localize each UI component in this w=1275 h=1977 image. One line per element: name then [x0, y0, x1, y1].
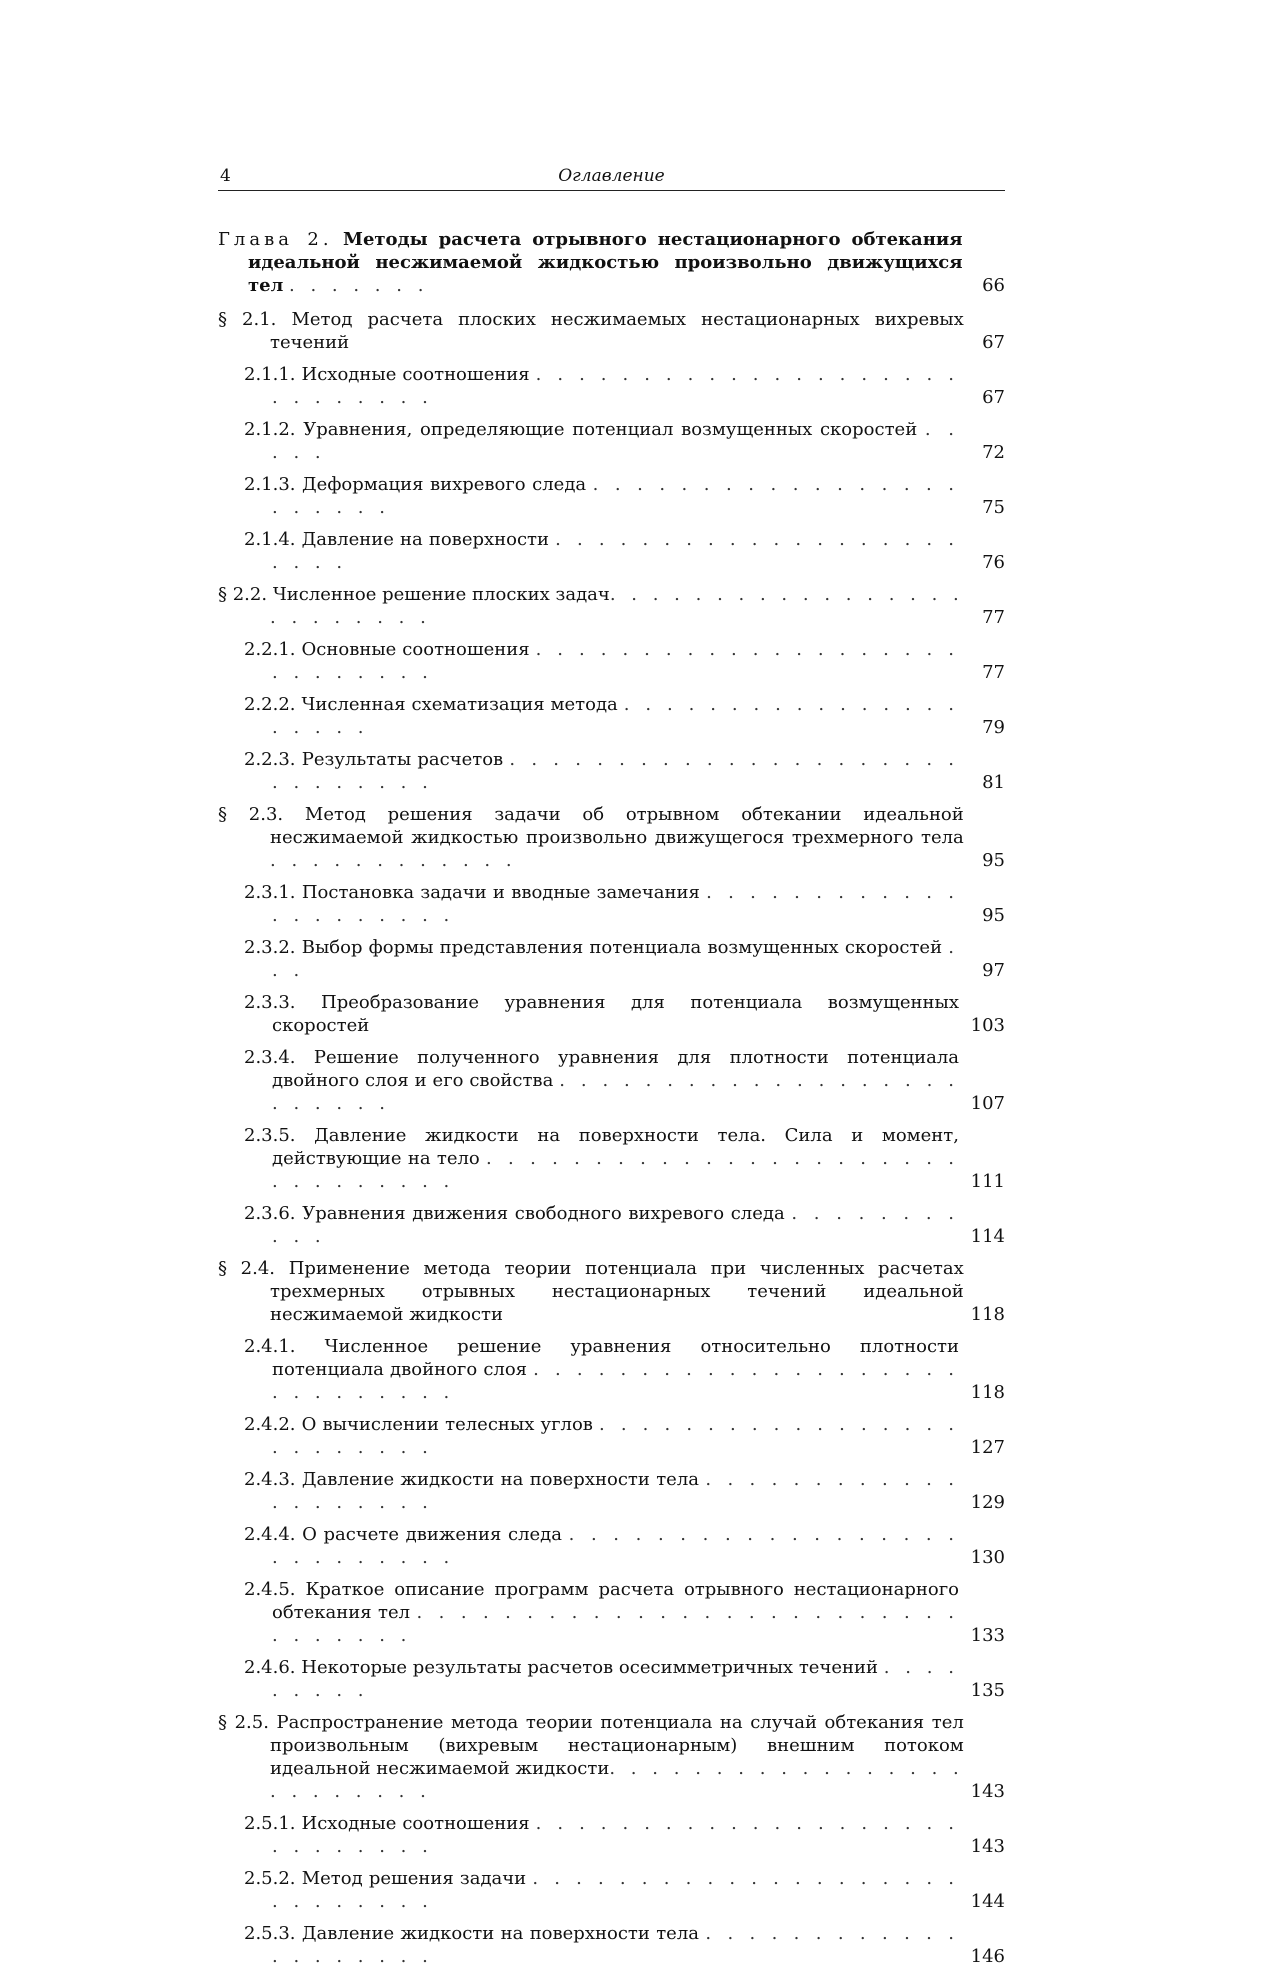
toc-page-number: 66: [982, 275, 1005, 296]
running-title: Оглавление: [558, 166, 665, 186]
toc-subsection[interactable]: 2.5.2. Метод решения задачи . . . . . . . . . . . . . . . . . . . . . . . . . . . . 144: [244, 1868, 1005, 1912]
toc-title: Деформация вихревого следа: [302, 474, 587, 495]
toc-number: 2.1.3.: [244, 474, 296, 495]
toc-title: Давление на поверхности: [301, 529, 550, 550]
page-header: [218, 160, 1005, 191]
toc-title: Преобразование уравнения для потенциала возмущенных скоростей: [272, 992, 959, 1036]
toc-subsection[interactable]: 2.3.6. Уравнения движения свободного вихревого следа . . . . . . . . . . . 114: [244, 1203, 1005, 1247]
toc-title: Распространение метода теории потенциала на случай обтекания тел произвольным (вихревым нестационарным) внешним потоком идеальной несжимаемой жидкости: [270, 1712, 964, 1779]
toc-number: 2.3.1.: [244, 882, 296, 903]
toc-number: § 2.1.: [218, 309, 277, 330]
toc-subsection[interactable]: 2.3.5. Давление жидкости на поверхности тела. Сила и момент, действующие на тело . . . . . . . . . . . . . . . . . . . . . . . . . . . . . . . 111: [244, 1125, 1005, 1192]
toc-section[interactable]: § 2.2. Численное решение плоских задач. . . . . . . . . . . . . . . . . . . . . . . . . 77: [218, 584, 1005, 628]
toc-page-number: 75: [982, 497, 1005, 518]
toc-subsection[interactable]: 2.4.4. О расчете движения следа . . . . . . . . . . . . . . . . . . . . . . . . . . . 130: [244, 1524, 1005, 1568]
toc-number: 2.2.2.: [244, 694, 296, 715]
toc-number: 2.3.5.: [244, 1125, 296, 1146]
toc-page-number: 127: [970, 1437, 1005, 1458]
page-number: 4: [220, 166, 231, 186]
toc-subsection[interactable]: 2.4.3. Давление жидкости на поверхности тела . . . . . . . . . . . . . . . . . . . . 129: [244, 1469, 1005, 1513]
toc-number: 2.5.2.: [244, 1868, 296, 1889]
toc-page-number: 130: [970, 1547, 1005, 1568]
toc-title: О вычислении телесных углов: [301, 1414, 593, 1435]
toc-page-number: 97: [982, 960, 1005, 981]
toc-section[interactable]: § 2.5. Распространение метода теории потенциала на случай обтекания тел произвольным (вихревым нестационарным) внешним потоком идеальной несжимаемой жидкости. . . . . . . . . . . . . . . . . . . . . . . . . 143: [218, 1712, 1005, 1802]
toc-subsection[interactable]: 2.3.1. Постановка задачи и вводные замечания . . . . . . . . . . . . . . . . . . . . . 95: [244, 882, 1005, 926]
toc-page-number: 143: [970, 1836, 1005, 1857]
toc-subsection[interactable]: 2.2.1. Основные соотношения . . . . . . . . . . . . . . . . . . . . . . . . . . . . 77: [244, 639, 1005, 683]
toc-number: 2.4.5.: [244, 1579, 296, 1600]
toc-page-number: 144: [970, 1891, 1005, 1912]
toc-subsection[interactable]: 2.4.6. Некоторые результаты расчетов осесимметричных течений . . . . . . . . . 135: [244, 1657, 1005, 1701]
toc-page-number: 77: [982, 607, 1005, 628]
toc-number: 2.4.1.: [244, 1336, 296, 1357]
toc-title: Результаты расчетов: [301, 749, 504, 770]
toc-subsection[interactable]: 2.5.1. Исходные соотношения . . . . . . . . . . . . . . . . . . . . . . . . . . . . 143: [244, 1813, 1005, 1857]
toc-title: Метод расчета плоских несжимаемых нестационарных вихревых течений: [270, 309, 964, 353]
toc-subsection[interactable]: 2.2.3. Результаты расчетов . . . . . . . . . . . . . . . . . . . . . . . . . . . . . 81: [244, 749, 1005, 793]
toc-page-number: 118: [970, 1304, 1005, 1325]
toc-page-number: 129: [970, 1492, 1005, 1513]
toc-section[interactable]: § 2.3. Метод решения задачи об отрывном обтекании идеальной несжимаемой жидкостью произвольно движущегося трехмерного тела . . . . . . . . . . . . 95: [218, 804, 1005, 871]
toc-number: 2.4.3.: [244, 1469, 296, 1490]
toc-title: Численное решение плоских задач: [272, 584, 610, 605]
toc-title: Численное решение уравнения относительно плотности потенциала двойного слоя: [272, 1336, 959, 1380]
toc-number: 2.4.2.: [244, 1414, 296, 1435]
toc-page-number: 72: [982, 442, 1005, 463]
toc-subsection[interactable]: 2.4.2. О вычислении телесных углов . . . . . . . . . . . . . . . . . . . . . . . . . 127: [244, 1414, 1005, 1458]
toc-title: Исходные соотношения: [301, 1813, 530, 1834]
toc-title: Решение полученного уравнения для плотности потенциала двойного слоя и его свойства: [272, 1047, 959, 1091]
toc-number: 2.5.1.: [244, 1813, 296, 1834]
chapter-label: Глава 2.: [218, 229, 333, 250]
toc-subsection[interactable]: 2.1.1. Исходные соотношения . . . . . . . . . . . . . . . . . . . . . . . . . . . . 67: [244, 364, 1005, 408]
toc-title: Численная схематизация метода: [301, 694, 618, 715]
toc-title: Некоторые результаты расчетов осесимметричных течений: [301, 1657, 879, 1678]
toc-page-number: 107: [970, 1093, 1005, 1114]
toc-page-number: 79: [982, 717, 1005, 738]
toc-title: Давление жидкости на поверхности тела: [301, 1469, 699, 1490]
toc-title: Давление жидкости на поверхности тела. Сила и момент, действующие на тело: [272, 1125, 959, 1169]
toc-title: Выбор формы представления потенциала возмущенных скоростей: [301, 937, 943, 958]
table-of-contents: [218, 228, 1005, 1977]
toc-section[interactable]: [218, 308, 1005, 354]
toc-number: 2.4.4.: [244, 1524, 296, 1545]
toc-page-number: 67: [982, 387, 1005, 408]
toc-number: § 2.3.: [218, 804, 284, 825]
toc-page-number: 67: [982, 332, 1005, 353]
toc-title: Метод решения задачи: [301, 1868, 527, 1889]
toc-subsection[interactable]: 2.1.2. Уравнения, определяющие потенциал возмущенных скоростей . . . . . 72: [244, 419, 1005, 463]
toc-number: 2.3.4.: [244, 1047, 296, 1068]
toc-number: 2.3.6.: [244, 1203, 296, 1224]
toc-number: 2.3.2.: [244, 937, 296, 958]
toc-title: Исходные соотношения: [301, 364, 530, 385]
toc-number: 2.1.1.: [244, 364, 296, 385]
toc-number: 2.4.6.: [244, 1657, 296, 1678]
toc-number: § 2.5.: [218, 1712, 269, 1733]
toc-chapter[interactable]: Глава 2. Методы расчета отрывного нестационарного обтекания идеальной несжимаемой жидкостью произвольно движущихся тел . . . . . . . 66: [218, 229, 1005, 296]
toc-subsection[interactable]: 2.4.1. Численное решение уравнения относительно плотности потенциала двойного слоя . . . . . . . . . . . . . . . . . . . . . . . . . . . . . 118: [244, 1336, 1005, 1403]
toc-page-number: 77: [982, 662, 1005, 683]
toc-number: 2.3.3.: [244, 992, 296, 1013]
toc-page-number: 76: [982, 552, 1005, 573]
toc-number: 2.2.3.: [244, 749, 296, 770]
toc-title: Краткое описание программ расчета отрывного нестационарного обтекания тел: [272, 1579, 959, 1623]
toc-page-number: 81: [982, 772, 1005, 793]
toc-page-number: 103: [970, 1015, 1005, 1036]
toc-title: Основные соотношения: [301, 639, 530, 660]
toc-number: 2.1.4.: [244, 529, 296, 550]
toc-number: § 2.2.: [218, 584, 268, 605]
toc-page-number: 146: [970, 1946, 1005, 1967]
toc-page-number: 95: [982, 850, 1005, 871]
toc-subsection[interactable]: 2.1.3. Деформация вихревого следа . . . . . . . . . . . . . . . . . . . . . . . 75: [244, 474, 1005, 518]
toc-subsection[interactable]: 2.3.4. Решение полученного уравнения для плотности потенциала двойного слоя и его свойства . . . . . . . . . . . . . . . . . . . . . . . . . 107: [244, 1047, 1005, 1114]
toc-page-number: 118: [970, 1382, 1005, 1403]
toc-subsection[interactable]: 2.3.2. Выбор формы представления потенциала возмущенных скоростей . . . 97: [244, 937, 1005, 981]
toc-number: § 2.4.: [218, 1258, 276, 1279]
toc-page-number: 133: [970, 1625, 1005, 1646]
toc-subsection[interactable]: 2.4.5. Краткое описание программ расчета отрывного нестационарного обтекания тел . . . . . . . . . . . . . . . . . . . . . . . . . . . . . . . . 133: [244, 1579, 1005, 1646]
toc-title: Постановка задачи и вводные замечания: [301, 882, 700, 903]
toc-number: 2.5.3.: [244, 1923, 296, 1944]
toc-number: 2.2.1.: [244, 639, 296, 660]
toc-page-number: 143: [970, 1781, 1005, 1802]
toc-subsection[interactable]: 2.1.4. Давление на поверхности . . . . . . . . . . . . . . . . . . . . . . . 76: [244, 529, 1005, 573]
toc-number: 2.1.2.: [244, 419, 296, 440]
toc-title: Уравнения, определяющие потенциал возмущенных скоростей: [303, 419, 918, 440]
toc-subsection[interactable]: 2.2.2. Численная схематизация метода . . . . . . . . . . . . . . . . . . . . . 79: [244, 694, 1005, 738]
toc-title: Применение метода теории потенциала при численных расчетах трехмерных отрывных нестационарных течений идеальной несжимаемой жидкости: [270, 1258, 964, 1325]
toc-subsection[interactable]: 2.5.3. Давление жидкости на поверхности тела . . . . . . . . . . . . . . . . . . . . 146: [244, 1923, 1005, 1967]
toc-page-number: 114: [970, 1226, 1005, 1247]
toc-page-number: 111: [970, 1171, 1005, 1192]
chapter-title: Методы расчета отрывного нестационарного обтекания идеальной несжимаемой жидкостью произвольно движущихся тел: [248, 229, 963, 296]
toc-section[interactable]: [218, 1257, 1005, 1326]
toc-title: О расчете движения следа: [302, 1524, 562, 1545]
toc-title: Метод решения задачи об отрывном обтекании идеальной несжимаемой жидкостью произвольно движущегося трехмерного тела: [270, 804, 964, 848]
toc-page-number: 135: [970, 1680, 1005, 1701]
toc-page-number: 95: [982, 905, 1005, 926]
toc-subsection[interactable]: [218, 991, 1005, 1037]
toc-title: Давление жидкости на поверхности тела: [301, 1923, 699, 1944]
toc-title: Уравнения движения свободного вихревого следа: [302, 1203, 785, 1224]
